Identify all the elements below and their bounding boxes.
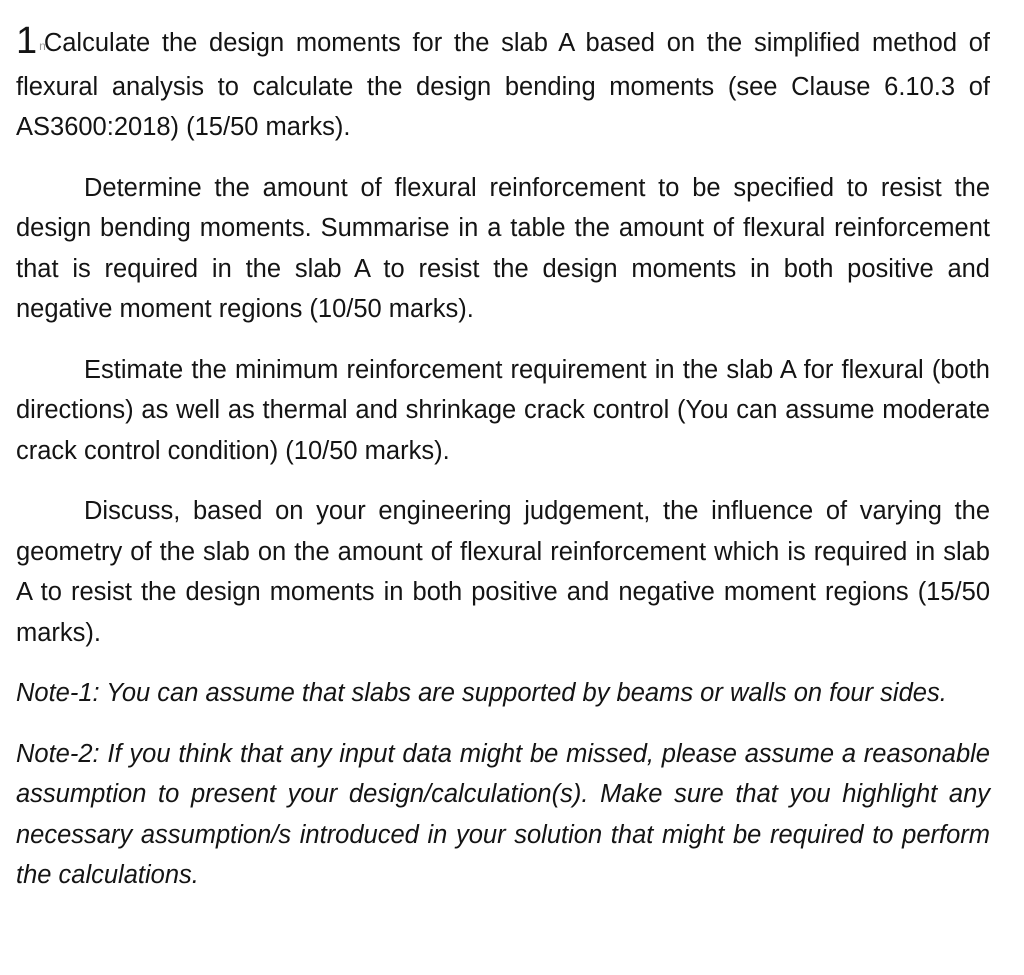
paragraph-text: Discuss, based on your engineering judgement, the influence of varying the geometry of the slab on the amount of flexural reinforcement which is required in slab A to resist the design moments in both positive and negative moment regions (15/50 marks). [16, 497, 990, 647]
question-paragraph-2 [16, 168, 990, 330]
note-1 [16, 673, 990, 714]
question-paragraph-1 [16, 22, 990, 148]
question-paragraph-3 [16, 350, 990, 472]
paragraph-text: Estimate the minimum reinforcement requirement in the slab A for flexural (both directions) as well as thermal and shrinkage crack control (You can assume moderate crack control condition) (10/50 marks). [16, 355, 990, 465]
document-page [16, 22, 990, 896]
paragraph-text: Calculate the design moments for the slab A based on the simplified method of flexural analysis to calculate the design bending moments (see Clause 6.10.3 of AS3600:2018) (15/50 marks). [16, 29, 990, 141]
question-number: 1 [16, 20, 38, 62]
note-text: Note-2: If you think that any input data might be missed, please assume a reasonable assumption to present your design/calculation(s). Make sure that you highlight any necessary assumption/s introduced in your solution that might be required to perform the calculations. [16, 739, 990, 889]
question-paragraph-4 [16, 491, 990, 653]
note-2 [16, 734, 990, 896]
scan-artifact-mark: n [39, 39, 46, 53]
note-text: Note-1: You can assume that slabs are supported by beams or walls on four sides. [16, 679, 947, 707]
paragraph-text: Determine the amount of flexural reinforcement to be specified to resist the design bending moments. Summarise in a table the amount of flexural reinforcement that is required in the slab A to resist the design moments in both positive and negative moment regions (10/50 marks). [16, 173, 990, 323]
